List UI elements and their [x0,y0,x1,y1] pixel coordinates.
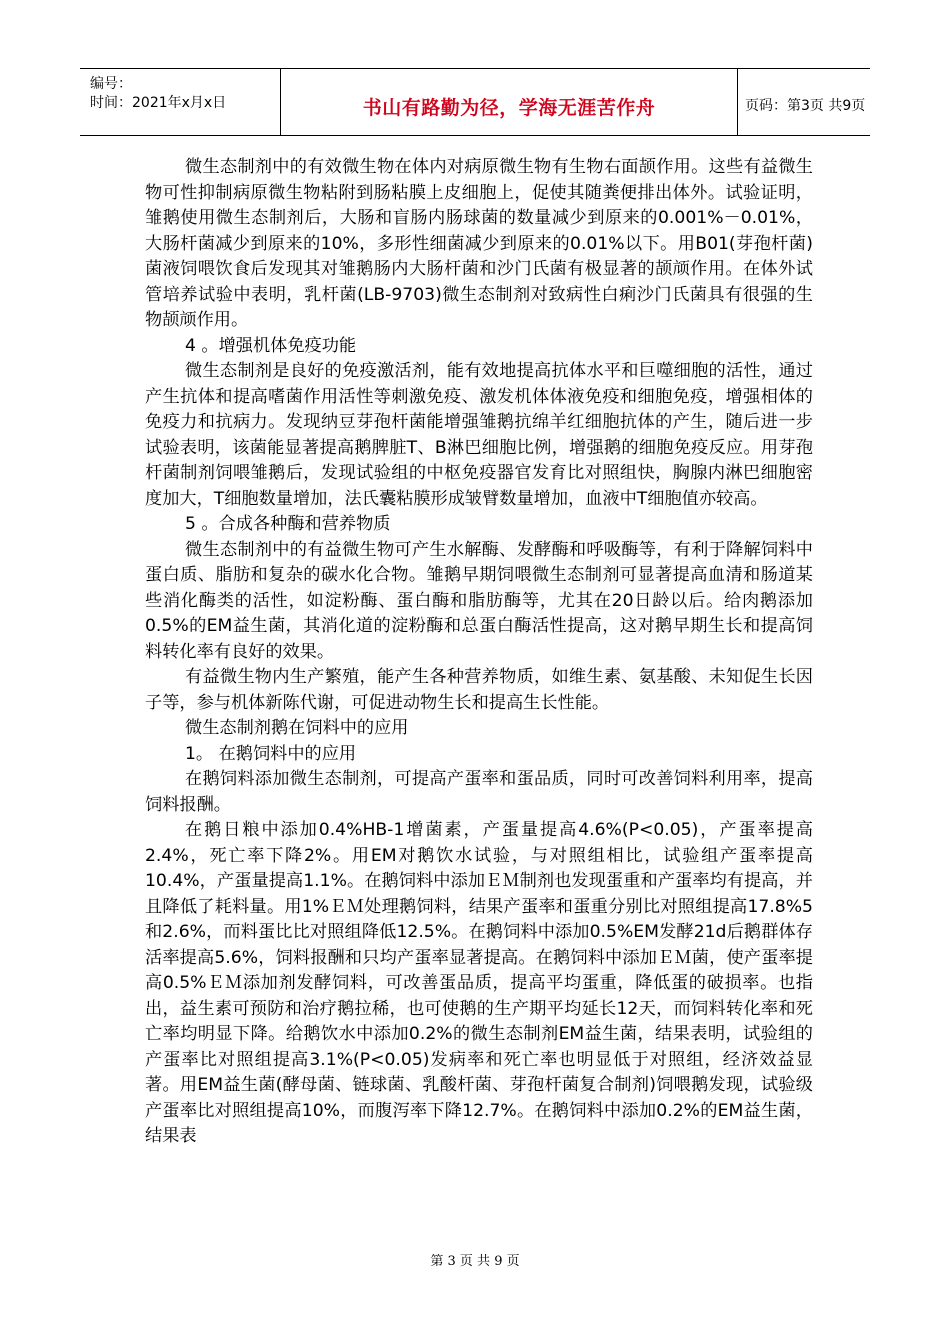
document-body [145,155,813,1150]
header-motto: 书山有路勤为径，学海无涯苦作舟 [362,97,656,119]
body-paragraph: 在鹅饲料添加微生态制剂，可提高产蛋率和蛋品质，同时可改善饲料利用率，提高饲料报酬。 [145,769,813,815]
body-paragraph: 在鹅日粮中添加0.4%HB-1增菌素，产蛋量提高4.6%(P<0.05)，产蛋率提高2.4%，死亡率下降2%。用EM对鹅饮水试验，与对照组相比，试验组产蛋率提高10.4%，产蛋量提高1.1%。在鹅饲料中添加ＥＭ制剂也发现蛋重和产蛋率均有提高，并且降低了耗料量。用1%ＥＭ处理鹅饲料，结果产蛋率和蛋重分别比对照组提高17.8%5和2.6%，而料蛋比比对照组降低12.5%。在鹅饲料中添加0.5%EM发酵21d后鹅群体存活率提高5.6%，饲料报酬和只均产蛋率显著提高。在鹅饲料中添加ＥＭ菌，使产蛋率提高0.5%ＥＭ添加剂发酵饲料，可改善蛋品质，提高平均蛋重，降低蛋的破损率。也指出，益生素可预防和治疗鹅拉稀，也可使鹅的生产期平均延长12天，而饲料转化率和死亡率均明显下降。给鹅饮水中添加0.2%的微生态制剂EM益生菌，结果表明，试验组的产蛋率比对照组提高3.1%(P<0.05)发病率和死亡率也明显低于对照组，经济效益显著。用EM益生菌(酵母菌、链球菌、乳酸杆菌、芽孢杆菌复合制剂)饲喂鹅发现，试验级产蛋率比对照组提高10%，而腹泻率下降12.7%。在鹅饲料中添加0.2%的EM益生菌，结果表 [145,820,813,1146]
document-time-label: 时间：2021年x月x日 [90,95,227,111]
section-heading-immunity: 4 。增强机体免疫功能 [185,335,357,356]
header-meta-cell [80,69,280,135]
header-page-cell [737,69,870,135]
body-paragraph: 微生态制剂中的有益微生物可产生水解酶、发酵酶和呼吸酶等，有利于降解饲料中蛋白质、脂肪和复杂的碳水化合物。雏鹅早期饲喂微生态制剂可显著提高血清和肠道某些消化酶类的活性，如淀粉酶、蛋白酶和脂肪酶等，尤其在20日龄以后。给肉鹅添加0.5%的EM益生菌，其消化道的淀粉酶和总蛋白酶活性提高，这对鹅早期生长和提高饲料转化率有良好的效果。 [145,539,813,662]
subsection-heading-feed: 1。 在鹅饲料中的应用 [185,743,357,764]
section-heading-enzymes: 5 。合成各种酶和营养物质 [185,514,391,534]
page-header [80,68,870,136]
header-page-number: 页码：第3页 共9页 [745,98,866,114]
page-footer: 第 3 页 共 9 页 [430,1254,520,1269]
header-motto-cell [280,69,738,135]
body-paragraph: 微生态制剂是良好的免疫激活剂，能有效地提高抗体水平和巨噬细胞的活性，通过产生抗体和提高嗜菌作用活性等刺激免疫、激发机体体液免疫和细胞免疫，增强相体的免疫力和抗病力。发现纳豆芽孢杆菌能增强雏鹅抗绵羊红细胞抗体的产生，随后进一步试验表明，该菌能显著提高鹅脾脏T、B淋巴细胞比例，增强鹅的细胞免疫反应。用芽孢杆菌制剂饲喂雏鹅后，发现试验组的中枢免疫器官发育比对照组快，胸腺内淋巴细胞密度加大，T细胞数量增加，法氏囊粘膜形成皱臂数量增加，血液中T细胞值亦较高。 [145,361,813,509]
body-paragraph: 有益微生物内生产繁殖，能产生各种营养物质，如维生素、氨基酸、未知促生长因子等，参与机体新陈代谢，可促进动物生长和提高生长性能。 [145,667,813,713]
body-paragraph: 微生态制剂中的有效微生物在体内对病原微生物有生物右面颉作用。这些有益微生物可性抑制病原微生物粘附到肠粘膜上皮细胞上，促使其随粪便排出体外。试验证明，雏鹅使用微生态制剂后，大肠和盲肠内肠球菌的数量减少到原来的0.001%－0.01%，大肠杆菌减少到原来的10%，多形性细菌减少到原来的0.01%以下。用B01(芽孢杆菌)菌液饲喂饮食后发现其对雏鹅肠内大肠杆菌和沙门氏菌有极显著的颉颃作用。在体外试管培养试验中表明，乳杆菌(LB-9703)微生态制剂对致病性白痢沙门氏菌具有很强的生物颉颃作用。 [145,157,813,330]
section-heading-application: 微生态制剂鹅在饲料中的应用 [185,718,409,738]
document-number-label: 编号： [90,76,132,92]
